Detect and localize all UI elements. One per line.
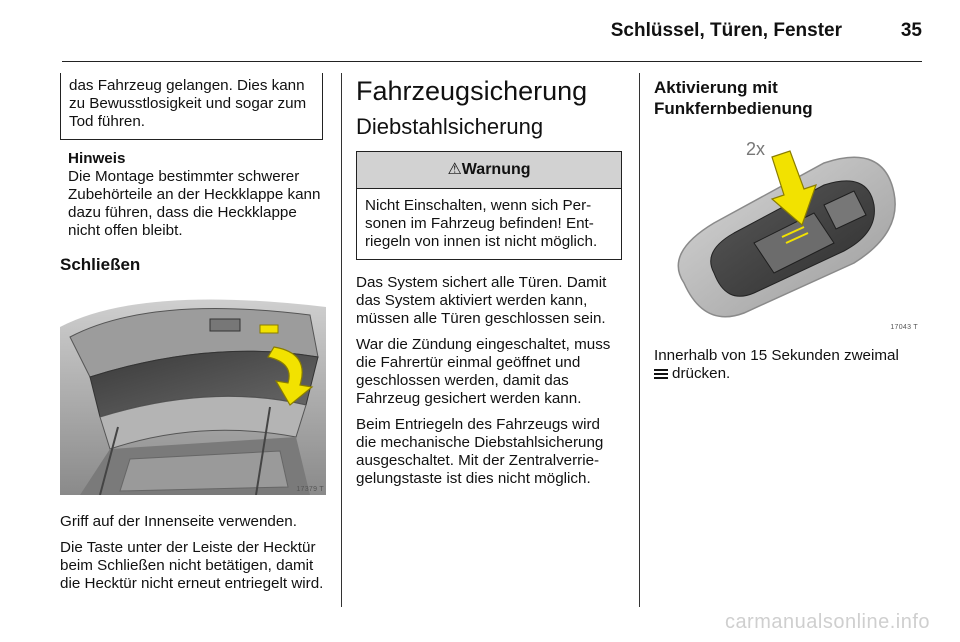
paragraph: War die Zündung eingeschaltet, muss die Fahrertür einmal geöffnet und geschlossen werden, damit das Fahrzeug gesichert werden kann. [356,336,611,407]
tailgate-illustration [60,287,326,495]
paragraph: Beim Entriegeln des Fahrzeugs wird die mechanische Diebstahlsicherung ausgeschaltet. Mit der Zentralverriegelungstaste ist dies nicht möglich. [356,416,604,487]
header-rule [62,61,922,62]
warning-header [357,152,621,189]
figure-code: 17043 T [890,324,918,331]
warning-box-continuation: das Fahrzeug gelangen. Dies kann zu Bewusstlosigkeit und sogar zum Tod führen. [60,73,323,140]
page-header [0,0,960,62]
warning-text: Nicht Einschalten, wenn sich Personen im Fahrzeug befinden! Entriegeln von innen ist nicht möglich. [365,197,598,250]
heading-aktivierung: Aktivierung mit Funkfernbedienung [654,78,813,118]
warning-title: Warnung [461,161,531,178]
figure-label: 2x [746,139,766,159]
column-divider-2 [639,73,640,607]
paragraph-text: Innerhalb von 15 Sekunden zweimal [654,347,899,364]
warning-triangle-icon: ⚠ [447,161,462,178]
note-title: Hinweis [68,150,126,167]
key-fob-illustration [654,133,920,333]
page-number: 35 [900,20,922,41]
note-text: Die Montage bestimmter schwerer Zubehörteile an der Heckklappe kann dazu führen, dass die Heckklappe nicht offen bleibt. [68,168,321,239]
paragraph: Das System sichert alle Türen. Damit das System aktiviert werden kann, müssen alle Türen geschlossen sein. [356,274,607,327]
lock-button-icon [654,368,668,379]
key-fob-figure [654,133,920,333]
warning-box [356,151,622,260]
paragraph [654,347,922,383]
paragraph: Die Taste unter der Leiste der Hecktür beim Schließen nicht betätigen, damit die Hecktür nicht erneut entriegelt wird. [60,539,324,592]
heading-diebstahlsicherung: Diebstahlsicherung [356,114,544,139]
column-2 [356,73,624,496]
paragraph-text-end: drücken. [672,365,731,382]
column-divider-1 [341,73,342,607]
watermark: carmanualsonline.info [724,611,930,633]
column-1 [60,73,326,601]
paragraph: Griff auf der Innenseite verwenden. [60,513,297,530]
tailgate-figure [60,287,326,495]
column-3 [654,73,922,391]
figure-code: 17379 T [296,486,324,493]
section-heading-schliessen: Schließen [60,255,141,274]
heading-fahrzeugsicherung: Fahrzeugsicherung [356,76,588,106]
running-title: Schlüssel, Türen, Fenster [610,20,842,41]
note [60,150,326,240]
